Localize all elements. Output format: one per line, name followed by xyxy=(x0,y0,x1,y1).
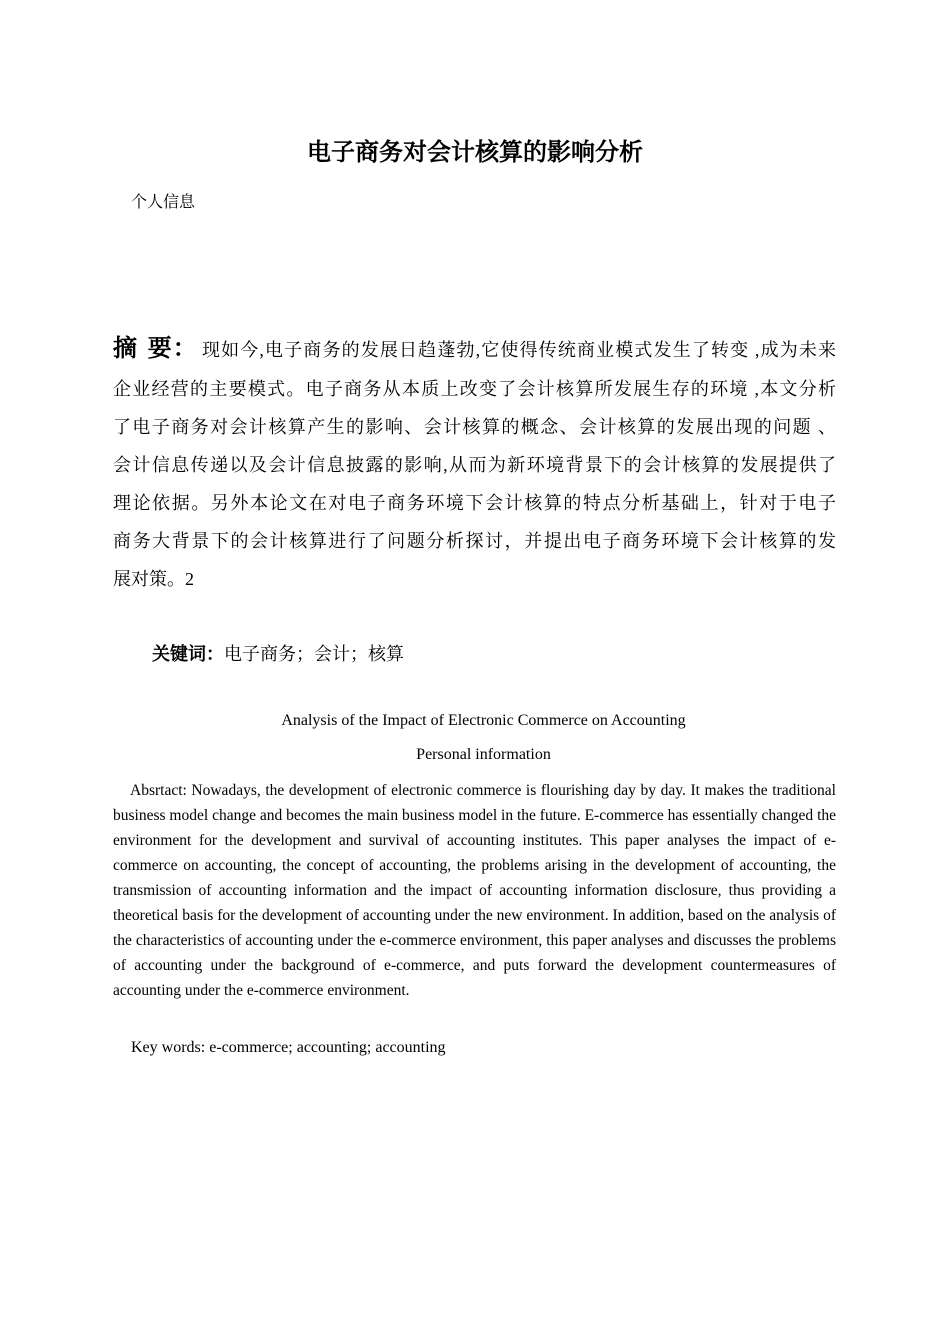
keywords-label: 关键词： xyxy=(152,644,224,665)
abstract-line: 了电子商务对会计核算产生的影响、会计核算的概念、会计核算的发展出现的问题 、 xyxy=(113,417,836,437)
abstract-line: 商务大背景下的会计核算进行了问题分析探讨，并提出电子商务环境下会计核算的发 xyxy=(113,531,836,551)
abstract-text: 现如今,电子商务的发展日趋蓬勃,它使得传统商业模式发生了转变 ,成为未来 xyxy=(201,340,836,360)
abstract-label: 摘 要： xyxy=(113,334,198,362)
abstract-line: 企业经营的主要模式。电子商务从本质上改变了会计核算所发展生存的环境 ,本文分析 xyxy=(113,379,836,399)
english-title: Analysis of the Impact of Electronic Commerce on Accounting xyxy=(281,712,686,729)
abstract-line: 展对策。2 xyxy=(113,569,194,589)
abstract-line xyxy=(113,328,836,370)
abstract-line: 会计信息传递以及会计信息披露的影响,从而为新环境背景下的会计核算的发展提供了 xyxy=(113,455,836,475)
chinese-keywords xyxy=(152,640,404,666)
chinese-abstract xyxy=(113,328,836,598)
document-title: 电子商务对会计核算的影响分析 xyxy=(307,138,643,166)
author-info: 个人信息 xyxy=(131,194,196,211)
english-abstract: Absrtact: Nowadays, the development of electronic commerce is flourishing day by day. It makes the traditional business model change and becomes the main business model in the future. E-commerce has essentially changed the environment for the development and survival of accounting institutes. This paper analyses the impact of e-commerce on accounting, the concept of accounting, the problems arising in the development of accounting, the transmission of accounting information and the impact of accounting information disclosure, thus providing a theoretical basis for the development of accounting under the new environment. In addition, based on the analysis of the characteristics of accounting under the e-commerce environment, this paper analyses and discusses the problems of accounting under the background of e-commerce, and puts forward the development countermeasures of accounting under the e-commerce environment. xyxy=(113,782,836,999)
english-author-info: Personal information xyxy=(416,746,551,763)
keywords-value: 电子商务；会计；核算 xyxy=(224,644,404,664)
english-keywords: Key words: e-commerce; accounting; accounting xyxy=(131,1039,446,1056)
abstract-line: 理论依据。另外本论文在对电子商务环境下会计核算的特点分析基础上，针对于电子 xyxy=(113,493,836,513)
